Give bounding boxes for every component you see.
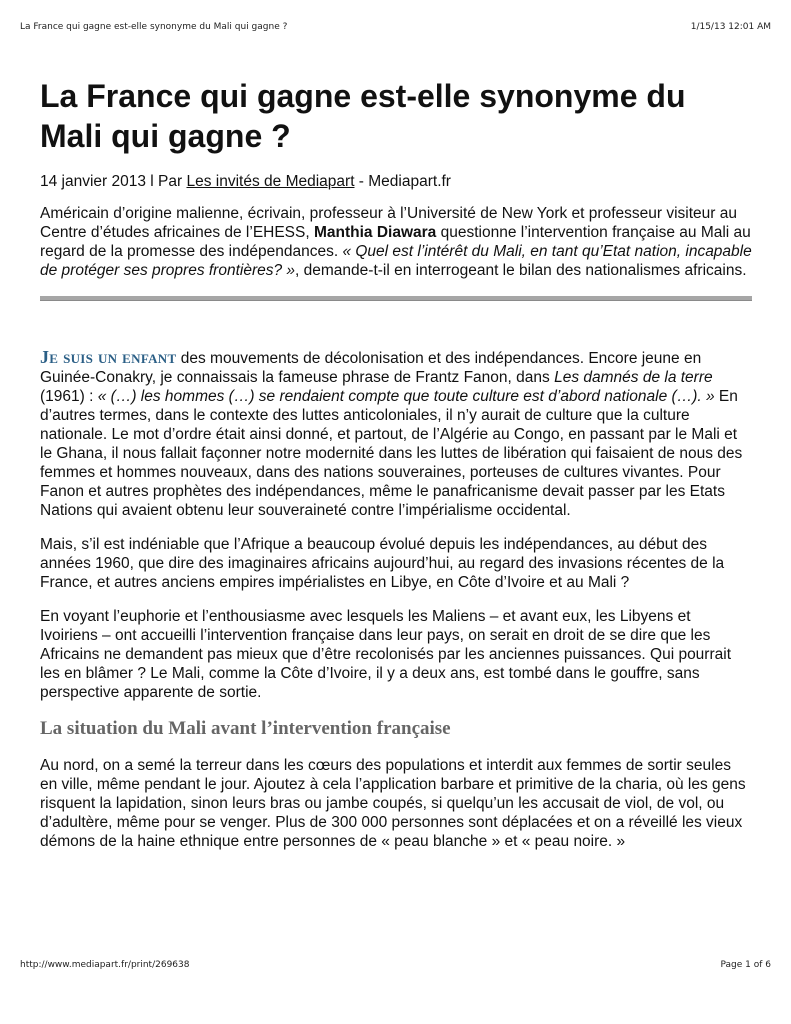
dropcap-lead-words: Je suis un enfant xyxy=(40,346,177,367)
byline-separator: l Par xyxy=(146,173,187,190)
byline-source: - Mediapart.fr xyxy=(354,173,451,190)
paragraph-4: Au nord, on a semé la terreur dans les cœurs des populations et interdit aux femmes de sortir seules en ville, même pendant le jour. Ajoutez à cela l’application barbare et primitive de la charia, où les gens risquent la lapidation, sinon leurs bras ou jambe coupés, si quelqu’un les accusait de viol, de vol, ou d’adultère, même pour se venger. Plus de 300 000 personnes sont déplacées et on a réveillé les vieux démons de la haine ethnique entre personnes de « peau blanche » et « peau noire. » xyxy=(40,756,746,850)
byline xyxy=(40,172,752,192)
lead-author-name: Manthia Diawara xyxy=(313,224,437,241)
byline-date: 14 janvier 2013 xyxy=(40,173,146,190)
author-link[interactable]: Les invités de Mediapart xyxy=(186,173,355,190)
print-footer xyxy=(20,960,771,970)
lead-text-2: questionne l’intervention française au Mali au regard de la promesse des indépendances. xyxy=(40,224,751,260)
lead-text-3: , demande-t-il en interrogeant le bilan des nationalismes africains. xyxy=(295,262,747,279)
article xyxy=(40,76,752,851)
article-lead xyxy=(40,204,752,280)
print-footer-page: Page 1 of 6 xyxy=(720,960,771,970)
print-header-title: La France qui gagne est-elle synonyme du Mali qui gagne ? xyxy=(20,22,288,32)
p1-text-2: (1961) : xyxy=(40,387,98,405)
section-subheading: La situation du Mali avant l’intervention française xyxy=(40,717,451,739)
p1-quote: « (…) les hommes (…) se rendaient compte que toute culture est d’abord nationale (…). » xyxy=(97,387,715,405)
article-title: La France qui gagne est-elle synonyme du Mali qui gagne ? xyxy=(40,78,686,154)
lead-quote: « Quel est l’intérêt du Mali, en tant qu’Etat nation, incapable de protéger ses propres frontières? » xyxy=(40,243,752,279)
p1-text-1: des mouvements de décolonisation et des indépendances. Encore jeune en Guinée-Conakry, je connaissais la fameuse phrase de Frantz Fanon, dans xyxy=(40,349,702,386)
paragraph-3: En voyant l’euphorie et l’enthousiasme avec lesquels les Maliens – et avant eux, les Libyens et Ivoiriens – ont accueilli l’intervention française dans leur pays, on serait en droit de se dire que les Africains ne demandent pas mieux que d’être recolonisés par les anciennes puissances. Qui pourrait les en blâmer ? Le Mali, comme la Côte d’Ivoire, il y a deux ans, est tombé dans le gouffre, sans perspective apparente de sortie. xyxy=(40,607,731,701)
paragraph-2: Mais, s’il est indéniable que l’Afrique a beaucoup évolué depuis les indépendances, au début des années 1960, que dire des imaginaires africains aujourd’hui, au regard des invasions récentes de la France, et autres anciens empires impérialistes en Libye, en Côte d’Ivoire et au Mali ? xyxy=(40,535,725,591)
paragraph-1 xyxy=(40,348,752,520)
p1-text-3: En d’autres termes, dans le contexte des luttes anticoloniales, il n’y aurait de culture que la culture nationale. Le mot d’ordre était ainsi donné, et partout, de l’Algérie au Congo, en passant par le Mali et le Ghana, il nous fallait façonner notre modernité dans les luttes de libération qui faisaient de nous des femmes et hommes nouveaux, dans des nations souveraines, porteuses de cultures vivantes. Pour Fanon et autres prophètes des indépendances, même le panafricanisme devait passer par les Etats Nations qui avaient obtenu leur souveraineté contre l’impérialisme occidental. xyxy=(40,387,743,519)
p1-book-title: Les damnés de la terre xyxy=(554,368,713,386)
print-header-datetime: 1/15/13 12:01 AM xyxy=(690,22,771,32)
print-footer-url: http://www.mediapart.fr/print/269638 xyxy=(20,960,190,970)
print-header xyxy=(20,22,771,32)
separator-rule xyxy=(40,296,752,301)
lead-text-1: Américain d’origine malienne, écrivain, professeur à l’Université de New York et professeur visiteur au Centre d’études africaines de l’EHESS, xyxy=(40,205,737,241)
